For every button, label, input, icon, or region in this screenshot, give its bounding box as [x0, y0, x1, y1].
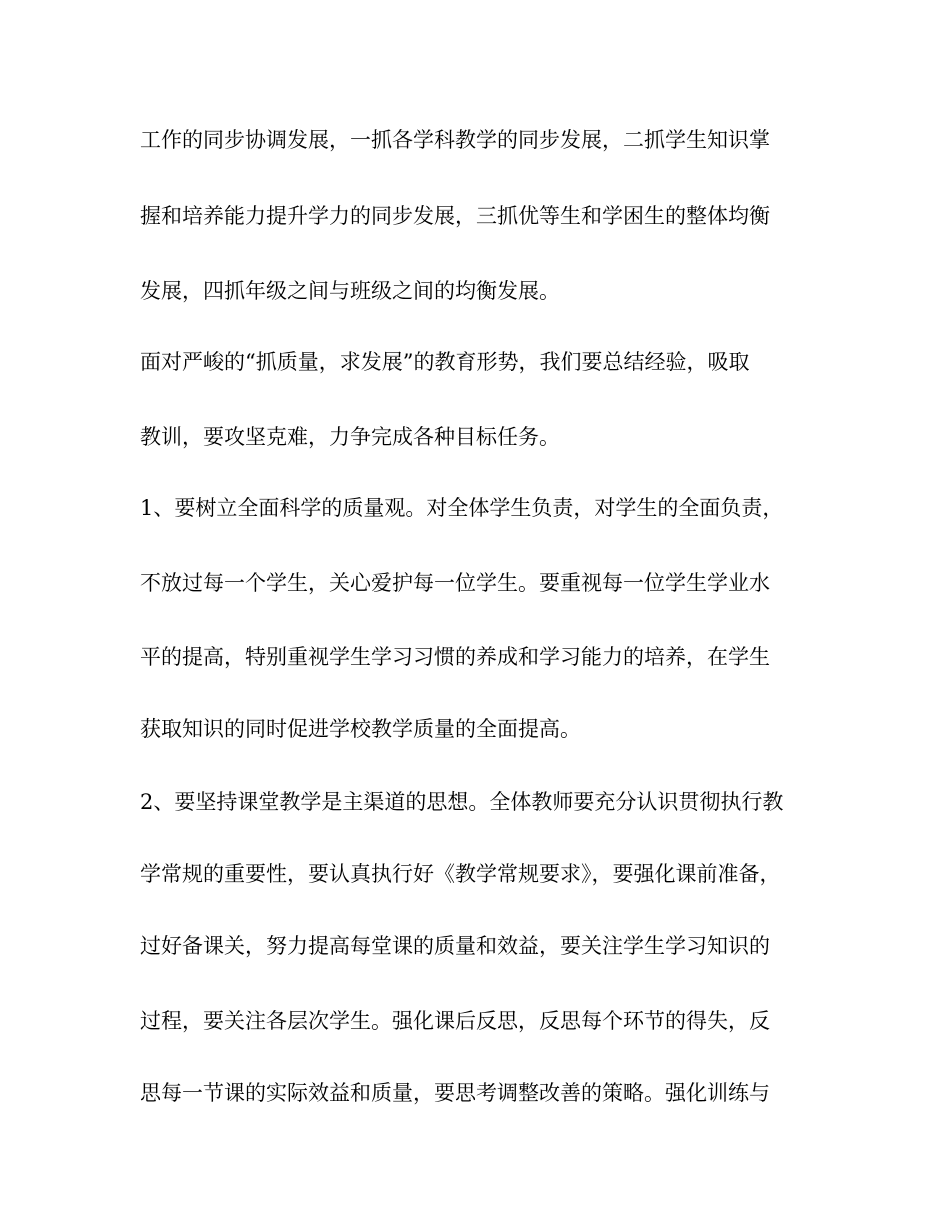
text-line-10: 2、要坚持课堂教学是主渠道的思想。全体教师要充分认识贯彻执行教 — [140, 790, 784, 814]
text-line-12: 过好备课关，努力提高每堂课的质量和效益，要关注学生学习知识的 — [140, 934, 770, 958]
text-line-7: 不放过每一个学生，关心爱护每一位学生。要重视每一位学生学业水 — [140, 571, 770, 595]
text-line-13: 过程，要关注各层次学生。强化课后反思，反思每个环节的得失，反 — [140, 1009, 770, 1033]
text-line-1: 工作的同步协调发展，一抓各学科教学的同步发展，二抓学生知识掌 — [140, 128, 770, 152]
text-line-14: 思每一节课的实际效益和质量，要思考调整改善的策略。强化训练与 — [140, 1081, 770, 1105]
text-line-8: 平的提高，特别重视学生学习习惯的养成和学习能力的培养，在学生 — [140, 645, 770, 669]
text-line-11: 学常规的重要性，要认真执行好《教学常规要求》，要强化课前准备， — [140, 862, 781, 886]
text-line-3: 发展，四抓年级之间与班级之间的均衡发展。 — [140, 279, 560, 303]
text-line-6: 1、要树立全面科学的质量观。对全体学生负责，对学生的全面负责， — [140, 496, 784, 520]
text-line-2: 握和培养能力提升学力的同步发展，三抓优等生和学困生的整体均衡 — [140, 204, 770, 228]
text-line-5: 教训，要攻坚克难，力争完成各种目标任务。 — [140, 425, 560, 449]
text-line-9: 获取知识的同时促进学校教学质量的全面提高。 — [140, 717, 581, 741]
text-line-4: 面对严峻的“抓质量，求发展”的教育形势，我们要总结经验，吸取 — [140, 350, 750, 374]
